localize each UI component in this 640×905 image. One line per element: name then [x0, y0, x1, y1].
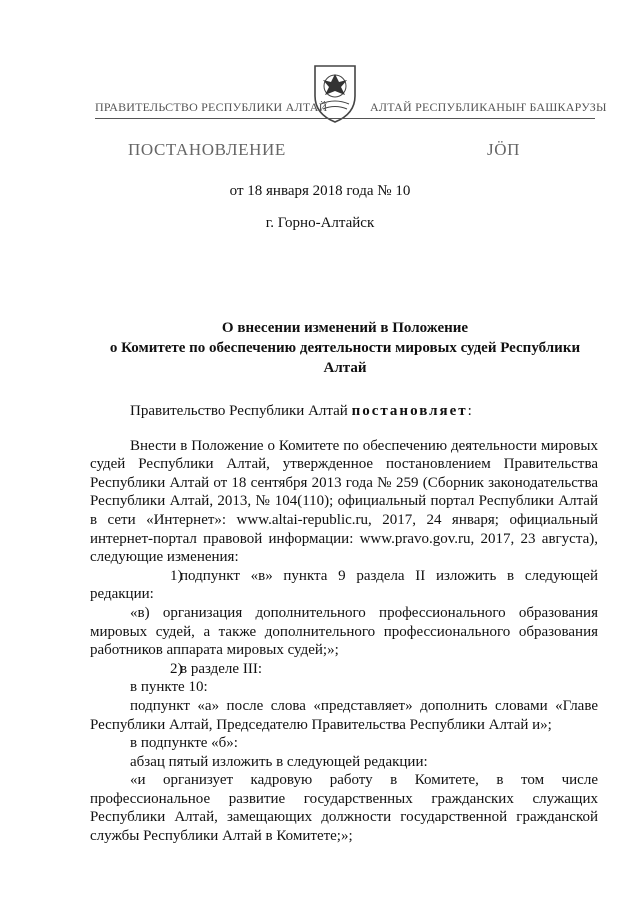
paragraph-main: Внести в Положение о Комитете по обеспечению деятельности мировых судей Республики Алтай, утвержденное постановлением Правительства Республики Алтай от 18 сентября 2013 года № 259 (Сборник законодательства Республики Алтай, 2013, № 104(110); официальный портал Республики Алтай в сети «Интернет»: www.altai-republic.ru, 2017, 24 января; официальный интернет-портал правовой информации: www.pravo.gov.ru, 2017, 23 августа), следующие изменения: — [90, 437, 598, 566]
intro-end: : — [467, 403, 472, 419]
header-rule — [95, 118, 595, 119]
paragraph-subpoint-b: в подпункте «б»: — [130, 735, 238, 752]
list-item-1-number: 1) — [170, 567, 183, 584]
document-city: г. Горно-Алтайск — [265, 215, 375, 231]
intro-text: Правительство Республики Алтай — [130, 403, 352, 419]
paragraph-point-10: в пункте 10: — [130, 679, 208, 696]
quote-paragraph-1: «в) организация дополнительного профессионального образования мировых судей, а также дополнительного профессионального образования работников аппарата мировых судей;»; — [90, 604, 598, 659]
title-line-1: О внесении изменений в Положение — [221, 320, 469, 336]
paragraph-abzac: абзац пятый изложить в следующей редакции: — [130, 753, 428, 770]
list-item-1-text: подпункт «в» пункта 9 раздела II изложить в следующей редакции: — [90, 567, 598, 603]
list-item-1 — [90, 567, 598, 604]
list-item-2 — [90, 660, 598, 679]
government-name-russian: ПРАВИТЕЛЬСТВО РЕСПУБЛИКИ АЛТАЙ — [95, 100, 328, 114]
document-title — [95, 318, 595, 378]
document-body — [90, 402, 598, 846]
paragraph-subpoint-a: подпункт «а» после слова «представляет» дополнить словами «Главе Республики Алтай, Председателю Правительства Республики Алтай и»; — [90, 697, 598, 733]
document-type-altai: JӦП — [487, 140, 520, 159]
intro-emphasis: постановляет — [351, 403, 468, 419]
intro-paragraph — [90, 402, 598, 421]
government-name-altai: АЛТАЙ РЕСПУБЛИКАНЫҤ БАШКАРУЗЫ — [370, 100, 607, 114]
document-date: от 18 января 2018 года № 10 — [229, 183, 411, 199]
list-item-2-number: 2) — [170, 660, 183, 677]
quote-paragraph-2: «и организует кадровую работу в Комитете, в том числе профессиональное развитие государственных гражданских служащих Республики Алтай, замещающих должности государственной гражданской службы Республики Алтай в Комитете;»; — [90, 772, 598, 845]
list-item-2-text: в разделе III: — [180, 660, 262, 677]
document-type-russian: ПОСТАНОВЛЕНИЕ — [128, 140, 286, 159]
title-line-3: Алтай — [323, 360, 367, 376]
title-line-2: о Комитете по обеспечению деятельности мировых судей Республики — [109, 340, 581, 356]
